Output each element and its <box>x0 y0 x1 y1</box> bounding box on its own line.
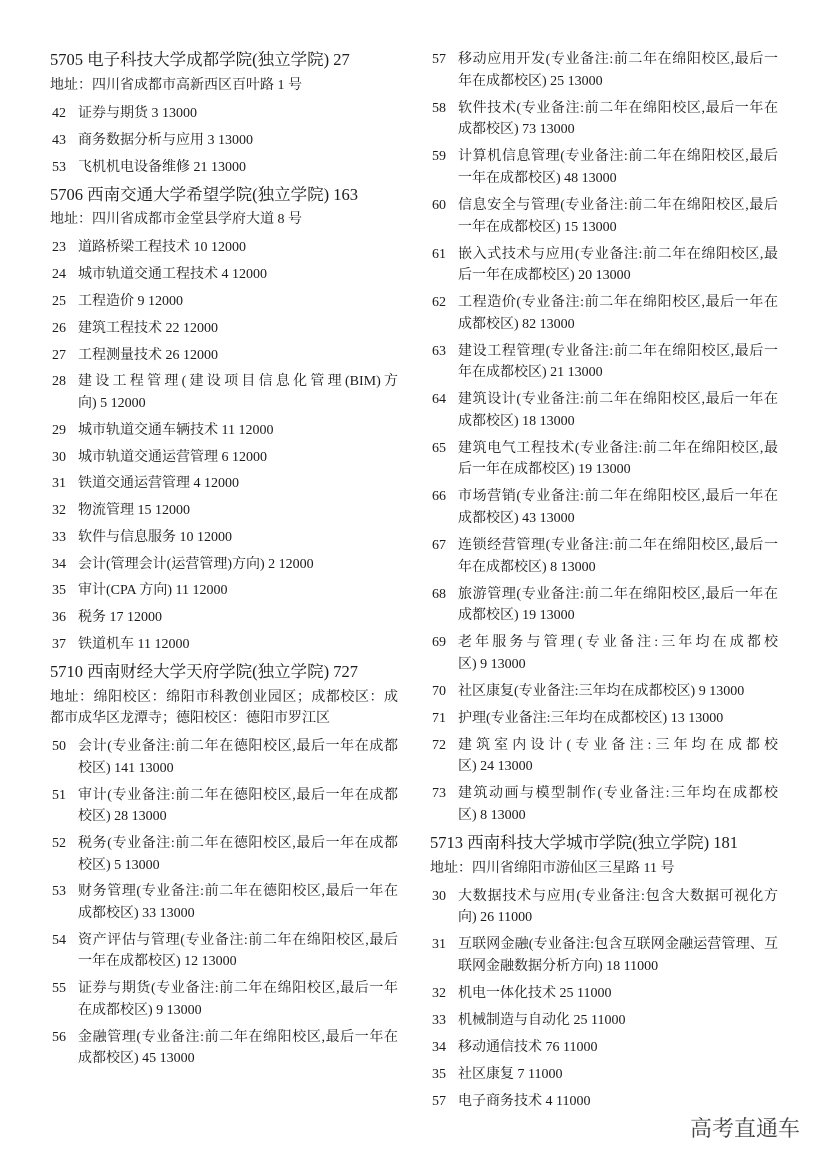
major-code: 64 <box>432 392 446 408</box>
major-entry <box>430 783 778 826</box>
school-heading: 5713 西南科技大学城市学院(独立学院) 181 <box>430 832 738 852</box>
major-line: 审计(CPA 方向) 11 12000 <box>78 583 228 599</box>
major-text <box>458 1091 778 1113</box>
major-text <box>458 486 778 529</box>
school-address <box>50 209 398 231</box>
major-code: 63 <box>432 343 446 359</box>
left-column <box>50 49 398 1075</box>
major-line: 移动应用开发(专业备注:前二年在绵阳校区,最后一 <box>458 52 778 68</box>
major-line: 建筑动画与模型制作(专业备注:三年均在成都校 <box>458 786 778 802</box>
major-text <box>78 580 398 602</box>
major-entry <box>430 146 778 189</box>
major-line: 老年服务与管理(专业备注:三年均在成都校 <box>458 635 778 651</box>
major-code: 32 <box>52 503 66 519</box>
major-line: 会计(专业备注:前二年在德阳校区,最后一年在成都 <box>78 739 398 755</box>
major-line: 软件技术(专业备注:前二年在绵阳校区,最后一年在 <box>458 100 778 116</box>
major-entry <box>430 983 778 1005</box>
major-text <box>458 1064 778 1086</box>
major-entry <box>430 1064 778 1086</box>
major-entry <box>430 292 778 335</box>
major-entry <box>430 735 778 778</box>
major-line: 一年在成都校区) 12 13000 <box>78 954 237 970</box>
major-line: 资产评估与管理(专业备注:前二年在绵阳校区,最后 <box>78 932 398 948</box>
school-address <box>50 75 398 97</box>
address-line: 地址：四川省成都市高新西区百叶路 1 号 <box>50 78 302 94</box>
major-entry <box>50 785 398 828</box>
major-code: 30 <box>432 888 446 904</box>
major-line: 建设工程管理(建设项目信息化管理(BIM)方 <box>78 374 398 390</box>
major-text <box>458 584 778 627</box>
major-line: 互联网金融(专业备注:包含互联网金融运营管理、互 <box>458 937 778 953</box>
major-line: 道路桥梁工程技术 10 12000 <box>78 240 246 256</box>
major-entry <box>50 237 398 259</box>
major-line: 金融管理(专业备注:前二年在绵阳校区,最后一年在 <box>78 1029 398 1045</box>
major-code: 31 <box>52 476 66 492</box>
major-line: 证券与期货 3 13000 <box>78 106 197 122</box>
major-entry <box>50 607 398 629</box>
major-code: 53 <box>52 884 66 900</box>
major-code: 35 <box>52 583 66 599</box>
major-entry <box>50 291 398 313</box>
major-line: 信息安全与管理(专业备注:前二年在绵阳校区,最后 <box>458 197 778 213</box>
major-entry <box>50 736 398 779</box>
major-entry <box>430 708 778 730</box>
major-entry <box>430 486 778 529</box>
major-line: 市场营销(专业备注:前二年在绵阳校区,最后一年在 <box>458 489 778 505</box>
major-code: 26 <box>52 320 66 336</box>
major-text <box>78 447 398 469</box>
major-line: 财务管理(专业备注:前二年在德阳校区,最后一年在 <box>78 884 398 900</box>
address-line: 都市成华区龙潭寺；德阳校区：德阳市罗江区 <box>50 711 330 727</box>
major-line: 区) 9 13000 <box>458 656 526 672</box>
right-column <box>430 49 778 1118</box>
major-text <box>458 244 778 287</box>
major-line: 建筑电气工程技术(专业备注:前二年在绵阳校区,最 <box>458 440 778 456</box>
major-entry <box>50 130 398 152</box>
major-line: 嵌入式技术与应用(专业备注:前二年在绵阳校区,最 <box>458 246 778 262</box>
major-line: 区) 24 13000 <box>458 759 533 775</box>
major-line: 一年在成都校区) 48 13000 <box>458 170 617 186</box>
major-line: 校区) 141 13000 <box>78 760 174 776</box>
major-code: 62 <box>432 295 446 311</box>
major-entry <box>430 341 778 384</box>
major-line: 成都校区) 82 13000 <box>458 316 575 332</box>
major-entry <box>50 264 398 286</box>
major-text <box>78 318 398 340</box>
major-entry <box>430 632 778 675</box>
major-text <box>458 49 778 92</box>
major-text <box>458 934 778 977</box>
major-code: 35 <box>432 1066 446 1082</box>
major-code: 54 <box>52 932 66 948</box>
major-code: 51 <box>52 787 66 803</box>
major-text <box>458 1010 778 1032</box>
major-code: 52 <box>52 836 66 852</box>
major-entry <box>50 554 398 576</box>
major-text <box>78 527 398 549</box>
major-code: 33 <box>52 529 66 545</box>
address-line: 地址：四川省绵阳市游仙区三星路 11 号 <box>430 860 675 876</box>
major-line: 成都校区) 73 13000 <box>458 122 575 138</box>
major-text <box>458 886 778 929</box>
major-text <box>78 473 398 495</box>
major-line: 年在成都校区) 8 13000 <box>458 559 596 575</box>
major-line: 联网金融数据分析方向) 18 11000 <box>458 958 659 974</box>
major-entry <box>50 318 398 340</box>
major-text <box>458 735 778 778</box>
major-code: 37 <box>52 637 66 652</box>
major-code: 36 <box>52 610 66 626</box>
major-code: 32 <box>432 985 446 1001</box>
major-line: 成都校区) 18 13000 <box>458 413 575 429</box>
major-text <box>458 708 778 730</box>
major-code: 23 <box>52 240 66 256</box>
major-entry <box>430 1091 778 1113</box>
major-line: 成都校区) 33 13000 <box>78 906 195 922</box>
major-text <box>458 98 778 141</box>
major-line: 商务数据分析与应用 3 13000 <box>78 132 253 148</box>
school-address <box>50 687 398 730</box>
major-code: 71 <box>432 710 446 726</box>
major-code: 61 <box>432 246 446 262</box>
major-code: 50 <box>52 739 66 755</box>
major-line: 工程测量技术 26 12000 <box>78 347 218 363</box>
major-line: 成都校区) 19 13000 <box>458 608 575 624</box>
major-code: 57 <box>432 52 446 68</box>
major-code: 72 <box>432 737 446 753</box>
major-entry <box>50 447 398 469</box>
major-entry <box>430 195 778 238</box>
major-line: 工程造价 9 12000 <box>78 294 183 310</box>
major-text <box>78 785 398 828</box>
major-entry <box>50 527 398 549</box>
major-text <box>458 983 778 1005</box>
major-code: 43 <box>52 132 66 148</box>
major-line: 成都校区) 43 13000 <box>458 510 575 526</box>
major-code: 56 <box>52 1029 66 1045</box>
major-line: 机械制造与自动化 25 11000 <box>458 1012 626 1028</box>
major-code: 73 <box>432 786 446 802</box>
school-heading: 5706 西南交通大学希望学院(独立学院) 163 <box>50 184 358 204</box>
major-code: 24 <box>52 267 66 283</box>
major-line: 校区) 28 13000 <box>78 809 167 825</box>
major-code: 65 <box>432 440 446 456</box>
major-entry <box>50 157 398 179</box>
major-line: 社区康复 7 11000 <box>458 1066 563 1082</box>
major-entry <box>430 584 778 627</box>
major-code: 53 <box>52 159 66 175</box>
major-text <box>458 389 778 432</box>
major-code: 29 <box>52 422 66 438</box>
major-line: 连锁经营管理(专业备注:前二年在绵阳校区,最后一 <box>458 537 778 553</box>
major-entry <box>430 934 778 977</box>
major-text <box>78 500 398 522</box>
major-entry <box>50 473 398 495</box>
major-line: 审计(专业备注:前二年在德阳校区,最后一年在成都 <box>78 787 398 803</box>
major-code: 66 <box>432 489 446 505</box>
major-line: 城市轨道交通车辆技术 11 12000 <box>78 422 274 438</box>
major-line: 机电一体化技术 25 11000 <box>458 985 612 1001</box>
major-text <box>78 607 398 629</box>
major-line: 年在成都校区) 25 13000 <box>458 73 603 89</box>
major-entry <box>430 1037 778 1059</box>
major-line: 建设工程管理(专业备注:前二年在绵阳校区,最后一 <box>458 343 778 359</box>
major-text <box>458 438 778 481</box>
major-line: 校区) 5 13000 <box>78 857 160 873</box>
major-entry <box>50 345 398 367</box>
major-entry <box>50 1027 398 1070</box>
major-code: 55 <box>52 981 66 997</box>
major-entry <box>50 103 398 125</box>
major-line: 城市轨道交通运营管理 6 12000 <box>78 449 267 465</box>
major-code: 33 <box>432 1012 446 1028</box>
major-line: 建筑室内设计(专业备注:三年均在成都校 <box>458 737 778 753</box>
major-line: 飞机机电设备维修 21 13000 <box>78 159 246 175</box>
major-line: 成都校区) 45 13000 <box>78 1051 195 1067</box>
major-code: 60 <box>432 197 446 213</box>
major-code: 59 <box>432 149 446 165</box>
major-text <box>458 341 778 384</box>
major-text <box>78 881 398 924</box>
major-code: 31 <box>432 937 446 953</box>
major-code: 25 <box>52 294 66 310</box>
major-text <box>458 535 778 578</box>
major-entry <box>430 535 778 578</box>
major-entry <box>430 1010 778 1032</box>
major-code: 34 <box>52 556 66 572</box>
major-text <box>78 930 398 973</box>
major-code: 69 <box>432 635 446 651</box>
school-heading: 5710 西南财经大学天府学院(独立学院) 727 <box>50 661 358 681</box>
major-code: 70 <box>432 683 446 699</box>
major-text <box>78 420 398 442</box>
major-code: 58 <box>432 100 446 116</box>
major-line: 会计(管理会计(运营管理)方向) 2 12000 <box>78 556 314 572</box>
major-line: 软件与信息服务 10 12000 <box>78 529 232 545</box>
major-text <box>78 554 398 576</box>
major-entry <box>50 500 398 522</box>
major-entry <box>430 681 778 703</box>
school-address <box>430 858 778 880</box>
major-entry <box>430 244 778 287</box>
major-line: 城市轨道交通工程技术 4 12000 <box>78 267 267 283</box>
major-text <box>458 195 778 238</box>
major-text <box>78 345 398 367</box>
major-entry <box>430 886 778 929</box>
major-line: 税务(专业备注:前二年在德阳校区,最后一年在成都 <box>78 836 398 852</box>
major-entry <box>50 930 398 973</box>
major-line: 证券与期货(专业备注:前二年在绵阳校区,最后一年 <box>78 981 398 997</box>
major-code: 42 <box>52 106 66 122</box>
major-entry <box>50 634 398 656</box>
major-text <box>78 237 398 259</box>
major-line: 铁道交通运营管理 4 12000 <box>78 476 239 492</box>
major-text <box>458 783 778 826</box>
major-line: 铁道机车 11 12000 <box>78 637 190 652</box>
major-entry <box>430 438 778 481</box>
major-line: 护理(专业备注:三年均在成都校区) 13 13000 <box>458 710 724 726</box>
major-line: 社区康复(专业备注:三年均在成都校区) 9 13000 <box>458 683 745 699</box>
major-entry <box>50 371 398 414</box>
major-text <box>458 681 778 703</box>
major-line: 建筑工程技术 22 12000 <box>78 320 218 336</box>
major-line: 后一年在成都校区) 20 13000 <box>458 268 631 284</box>
major-line: 后一年在成都校区) 19 13000 <box>458 462 631 478</box>
major-text <box>458 1037 778 1059</box>
major-text <box>78 264 398 286</box>
major-line: 建筑设计(专业备注:前二年在绵阳校区,最后一年在 <box>458 392 778 408</box>
major-line: 物流管理 15 12000 <box>78 503 190 519</box>
major-code: 68 <box>432 586 446 602</box>
major-entry <box>50 580 398 602</box>
major-line: 向) 5 12000 <box>78 395 146 411</box>
major-text <box>458 292 778 335</box>
major-text <box>78 130 398 152</box>
major-line: 电子商务技术 4 11000 <box>458 1093 591 1109</box>
major-entry <box>430 49 778 92</box>
major-line: 大数据技术与应用(专业备注:包含大数据可视化方 <box>458 888 778 904</box>
major-text <box>78 736 398 779</box>
major-text <box>78 978 398 1021</box>
major-text <box>78 1027 398 1070</box>
major-entry <box>50 978 398 1021</box>
major-entry <box>430 389 778 432</box>
major-line: 年在成都校区) 21 13000 <box>458 365 603 381</box>
major-line: 在成都校区) 9 13000 <box>78 1002 202 1018</box>
major-line: 向) 26 11000 <box>458 910 533 926</box>
major-entry <box>50 881 398 924</box>
major-code: 67 <box>432 537 446 553</box>
major-line: 税务 17 12000 <box>78 610 162 626</box>
major-text <box>78 103 398 125</box>
major-text <box>78 371 398 414</box>
major-entry <box>50 420 398 442</box>
major-text <box>78 833 398 876</box>
school-heading: 5705 电子科技大学成都学院(独立学院) 27 <box>50 50 350 70</box>
address-line: 地址：四川省成都市金堂县学府大道 8 号 <box>50 212 302 228</box>
major-line: 移动通信技术 76 11000 <box>458 1039 598 1055</box>
major-text <box>78 634 398 656</box>
major-code: 57 <box>432 1093 446 1109</box>
major-line: 旅游管理(专业备注:前二年在绵阳校区,最后一年在 <box>458 586 778 602</box>
major-text <box>78 291 398 313</box>
watermark-text: 高考直通车 <box>690 1117 801 1142</box>
major-code: 27 <box>52 347 66 363</box>
major-code: 30 <box>52 449 66 465</box>
major-text <box>458 632 778 675</box>
major-code: 34 <box>432 1039 446 1055</box>
address-line: 地址：绵阳校区：绵阳市科教创业园区；成都校区：成 <box>50 689 398 705</box>
major-entry <box>430 98 778 141</box>
major-text <box>458 146 778 189</box>
major-line: 工程造价(专业备注:前二年在绵阳校区,最后一年在 <box>458 295 778 311</box>
major-line: 一年在成都校区) 15 13000 <box>458 219 617 235</box>
major-entry <box>50 833 398 876</box>
major-line: 计算机信息管理(专业备注:前二年在绵阳校区,最后 <box>458 149 778 165</box>
major-code: 28 <box>52 374 66 390</box>
major-line: 区) 8 13000 <box>458 807 526 823</box>
major-text <box>78 157 398 179</box>
